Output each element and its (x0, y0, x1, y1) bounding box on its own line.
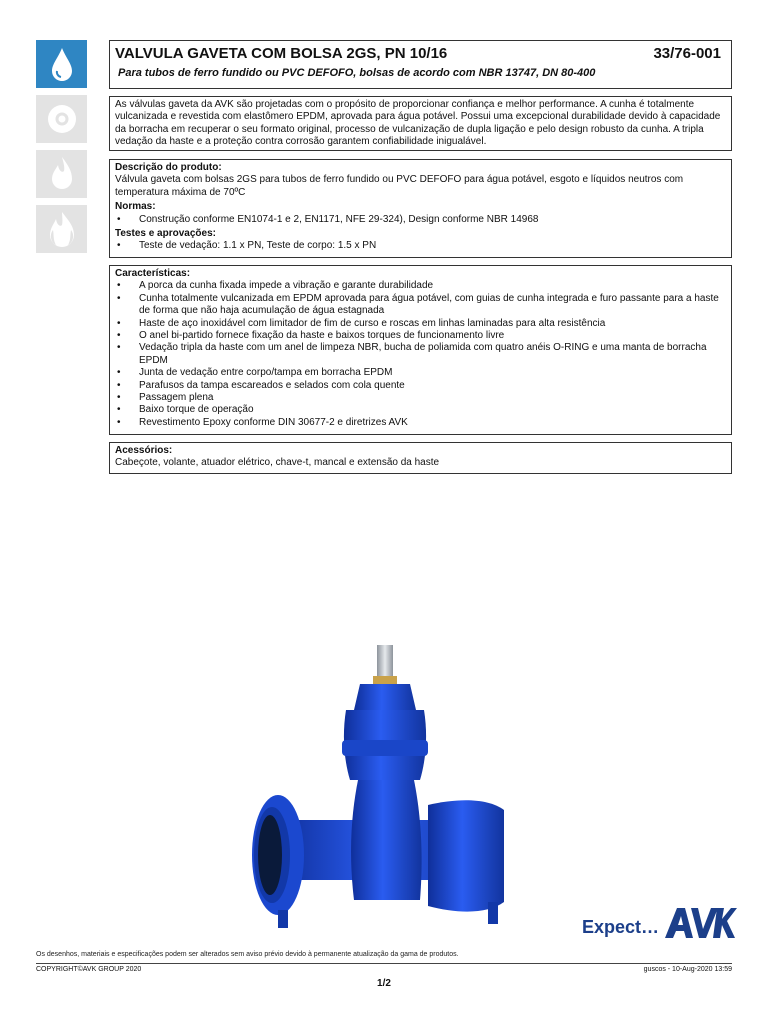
tests-heading: Testes e aprovações: (115, 228, 216, 240)
list-item: • Vedação tripla da haste com um anel de limpeza NBR, bucha de poliamida com quatro anéis O-RING e uma manta de borracha EPDM (115, 342, 727, 367)
logo-tagline: Expect… (582, 917, 660, 937)
list-item: • Construção conforme EN1074-1 e 2, EN1171, NFE 29-324), Design conforme NBR 14968 (115, 214, 727, 226)
standards-list (115, 214, 727, 226)
list-item: • Junta de vedação entre corpo/tampa em borracha EPDM (115, 367, 727, 379)
document-meta: guscos - 10-Aug-2020 13:59 (643, 966, 732, 973)
product-code: 33/76-001 (653, 45, 721, 62)
list-item: • Parafusos da tampa escareados e selados com cola quente (115, 380, 727, 392)
intro-section (109, 96, 732, 151)
description-text: Válvula gaveta com bolsas 2GS para tubos de ferro fundido ou PVC DEFOFO para água potável, esgoto e líquidos neutros com temperatura máxima de 70ºC (115, 174, 684, 198)
list-item: • Cunha totalmente vulcanizada em EPDM aprovada para água potável, com guias de cunha integrada e furo passante para a haste de forma que não haja acumulação de água estagnada (115, 293, 727, 318)
water-drop-icon (36, 40, 87, 88)
product-header (109, 40, 732, 89)
fire-icon (36, 205, 87, 253)
product-subtitle: Para tubos de ferro fundido ou PVC DEFOFO, bolsas de acordo com NBR 13747, DN 80-400 (118, 67, 596, 79)
accessories-section (109, 442, 732, 474)
list-item: • Baixo torque de operação (115, 404, 727, 416)
footer-divider (36, 963, 732, 964)
description-heading: Descrição do produto: (115, 162, 222, 173)
list-item: • A porca da cunha fixada impede a vibração e garante durabilidade (115, 280, 727, 292)
gas-icon (36, 95, 87, 143)
list-item: • Revestimento Epoxy conforme DIN 30677-2 e diretrizes AVK (115, 417, 727, 429)
copyright: COPYRIGHT©AVK GROUP 2020 (36, 966, 142, 973)
list-item: • Passagem plena (115, 392, 727, 404)
standards-heading: Normas: (115, 201, 156, 213)
page-number: 1/2 (377, 978, 391, 989)
list-item: • Teste de vedação: 1.1 x PN, Teste de corpo: 1.5 x PN (115, 240, 727, 252)
intro-text: As válvulas gaveta da AVK são projetadas com o propósito de proporcionar confiança e melhor performance. A cunha é totalmente vulcanizada e revestida com elastômero EPDM, aprovada para água potável. Possui uma excepcional durabilidade devido à capacidade da borracha em recuperar o seu formato original, processo de vulcanização de dupla ligação e pelo design robusto da cunha. A tripla vedação da haste e a proteção contra corrosão garantem confiabilidade inigualável. (115, 99, 721, 148)
accessories-heading: Acessórios: (115, 445, 173, 456)
avk-logo-mark (663, 904, 737, 940)
disclaimer: Os desenhos, materiais e especificações podem ser alterados sem aviso prévio devido à permanente atualização da gama de produtos. (36, 951, 459, 958)
product-title: VALVULA GAVETA COM BOLSA 2GS, PN 10/16 (115, 45, 448, 62)
flame-icon (36, 150, 87, 198)
list-item: • O anel bi-partido fornece fixação da haste e baixos torques de funcionamento livre (115, 330, 727, 342)
tests-list (115, 240, 727, 252)
application-icons (36, 40, 87, 260)
description-section (109, 159, 732, 258)
features-list (115, 280, 727, 429)
list-item: • Haste de aço inoxidável com limitador de fim de curso e roscas em linhas laminadas para alta resistência (115, 318, 727, 330)
product-image (238, 640, 528, 945)
accessories-text: Cabeçote, volante, atuador elétrico, chave-t, mancal e extensão da haste (115, 457, 440, 469)
features-heading: Características: (115, 268, 191, 279)
features-section (109, 265, 732, 435)
avk-logo (582, 900, 737, 940)
